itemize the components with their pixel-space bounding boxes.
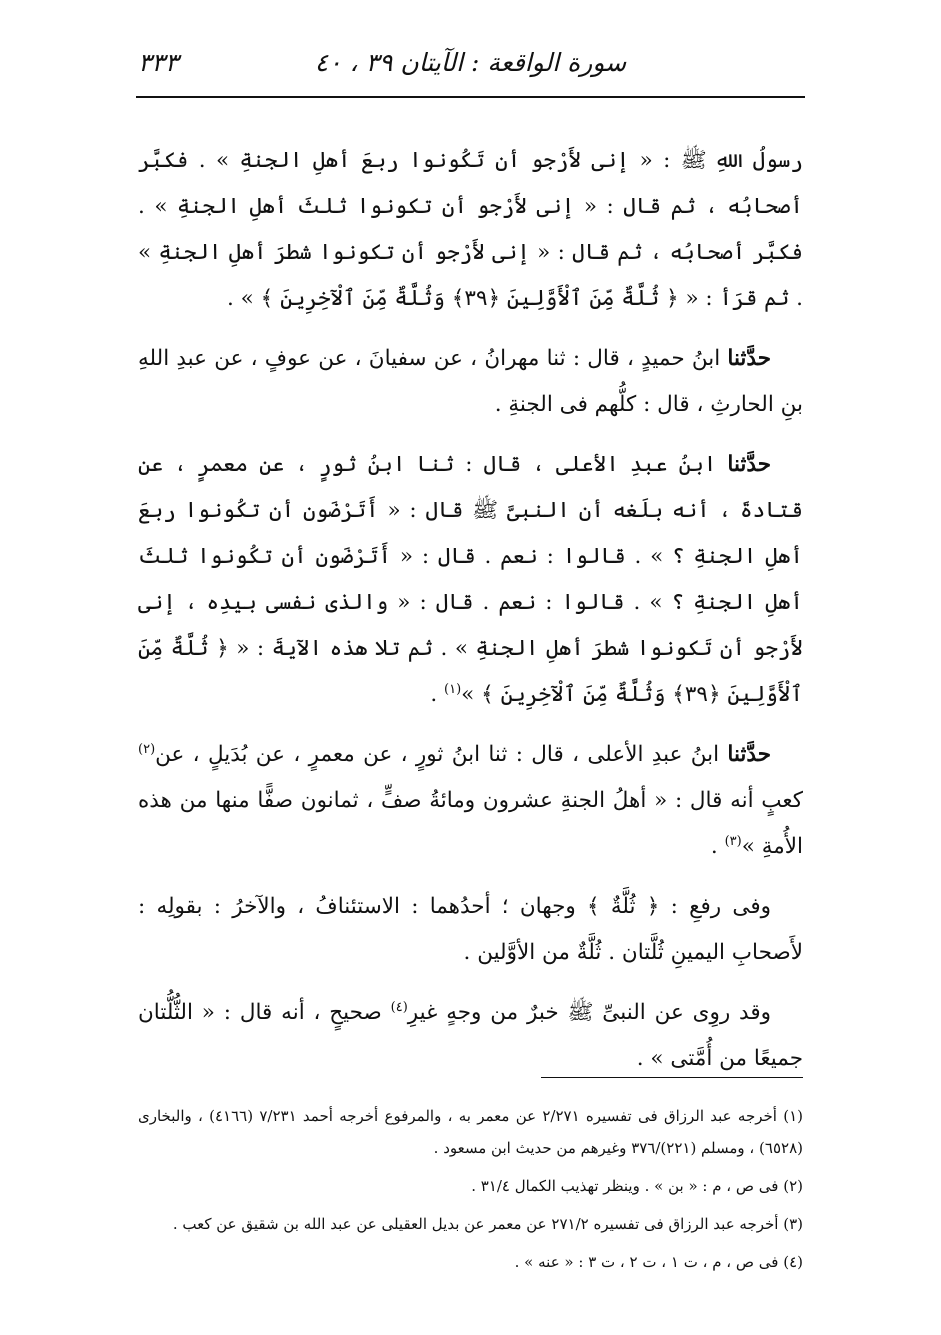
footnote-3: (٣) أخرجه عبد الرزاق فى تفسيره ٢٧١/٢ عن معمر عن بديل العقيلى عن عبد الله بن شقيق عن كعب . <box>172 1215 803 1233</box>
paragraph-text: ابنُ عبدِ الأعلى ، قال : ثنا ابنُ ثورٍ ، عن معمرٍ ، عن بُدَيلٍ ، عن <box>155 742 728 767</box>
header-rule <box>136 96 805 98</box>
paragraph-6 <box>138 990 803 1082</box>
footnote-2: (٢) فى ص ، م : « بن » . وينظر تهذيب الكمال ٣١/٤ . <box>471 1177 803 1195</box>
paragraph-2 <box>138 336 803 428</box>
page-number: ٣٣٣ <box>138 48 179 77</box>
paragraph-4 <box>138 732 803 870</box>
paragraph-text: ابنُ حميدٍ ، قال : ثنا مهرانُ ، عن سفيانَ ، عن عوفٍ ، عن عبدِ اللهِ بنِ الحارثِ ، قال : كلُّهم فى الجنةِ . <box>138 346 803 417</box>
paragraph-5 <box>138 884 803 976</box>
isnad-lead: حدَّثنا <box>727 346 771 371</box>
footnote-ref-3[interactable]: (٣) <box>724 833 742 849</box>
paragraph-tail: . <box>430 682 445 707</box>
footnote-ref-4[interactable]: (٤) <box>390 999 408 1015</box>
paragraph-text: ابنُ عبدِ الأعلى ، قال : ثنا ابنُ ثورٍ ، عن معمرٍ ، عن قتادةَ ، أنه بلَغه أن النبىَّ ﷺ قال : « أَتَرْضَون أن تكُونوا ربعَ أهلِ الجنةِ ؟ » . قالوا : نعم . قال : « أَتَرْضَون أن تكُونوا ثلثَ أهلِ الجنةِ ؟ » . قالوا : نعم . قال : « والذى نفسى بيدِه ، إنى لأَرْجو أن تَكونوا شطرَ أهلِ الجنةِ » . ثم تلا هذه الآيةَ : « ﴿ ثُلَّةٌ مِّنَ ٱلْأَوَّلِينَ ﴿٣٩﴾ وَثُلَّةٌ مِّنَ ٱلْآخِرِينَ ﴾ » <box>138 452 803 707</box>
footnote-ref-1[interactable]: (١) <box>444 681 462 697</box>
page-header <box>138 48 803 92</box>
paragraph-3 <box>138 442 803 718</box>
paragraph-tail: . <box>710 834 725 859</box>
footnotes <box>138 1100 803 1284</box>
paragraph-text: رسولُ اللهِ ﷺ : « إنى لأَرْجو أن تَكُونوا ربعَ أهلِ الجنةِ » . فكبَّر أصحابُه ، ثم قال : « إنى لأَرْجو أن تكونوا ثلثَ أهلِ الجنةِ » . فكبَّر أصحابُه ، ثم قال : « إنى لأَرْجو أن تكونوا شطرَ أهلِ الجنةِ » . ثم قرَأ : « ﴿ ثُلَّةٌ مِّنَ ٱلْأَوَّلِينَ ﴿٣٩﴾ وَثُلَّةٌ مِّنَ ٱلْآخِرِينَ ﴾ » . <box>138 148 803 311</box>
paragraph-text: وقد روِى عن النبىِّ ﷺ خبرٌ من وجهٍ غيرِ <box>407 1000 771 1025</box>
footnote-rule <box>541 1077 803 1078</box>
body-text <box>138 138 803 1096</box>
footnote-1: (١) أخرجه عبد الرزاق فى تفسيره ٢/٢٧١ عن معمر به ، والمرفوع أخرجه أحمد ٧/٢٣١ (٤١٦٦) ، والبخارى (٦٥٢٨) ، ومسلم (٢٢١)/٣٧٦ وغيرهم من حديث ابن مسعود . <box>138 1107 803 1157</box>
isnad-lead: حدَّثنا <box>727 452 771 477</box>
paragraph-text-continued: كعبٍ أنه قال : « أهلُ الجنةِ عشرون ومائةُ صفٍّ ، ثمانون صفًّا منها من هذه الأُمةِ » <box>138 788 803 859</box>
footnote-ref-2[interactable]: (٢) <box>138 741 156 757</box>
paragraph-1 <box>138 138 803 322</box>
paragraph-text-continued: صحيحٍ ، أنه قال : « الثُّلُّتان جميعًا من أُمَّتى » . <box>138 1000 803 1071</box>
paragraph-text: وفى رفعِ : ﴿ ثُلَّةٌ ﴾ وجهان ؛ أحدُهما : الاستئنافُ ، والآخرُ : بقولِه : لأَصحابِ اليمينِ ثُلَّتان . ثُلَّةٌ من الأوَّلين . <box>138 894 803 965</box>
isnad-lead: حدَّثنا <box>727 742 771 767</box>
footnote-4: (٤) فى ص ، م ، ت ١ ، ت ٢ ، ت ٣ : « عنه » . <box>514 1253 803 1271</box>
running-title: سورة الواقعة : الآيتان ٣٩ ، ٤٠ <box>314 48 627 77</box>
